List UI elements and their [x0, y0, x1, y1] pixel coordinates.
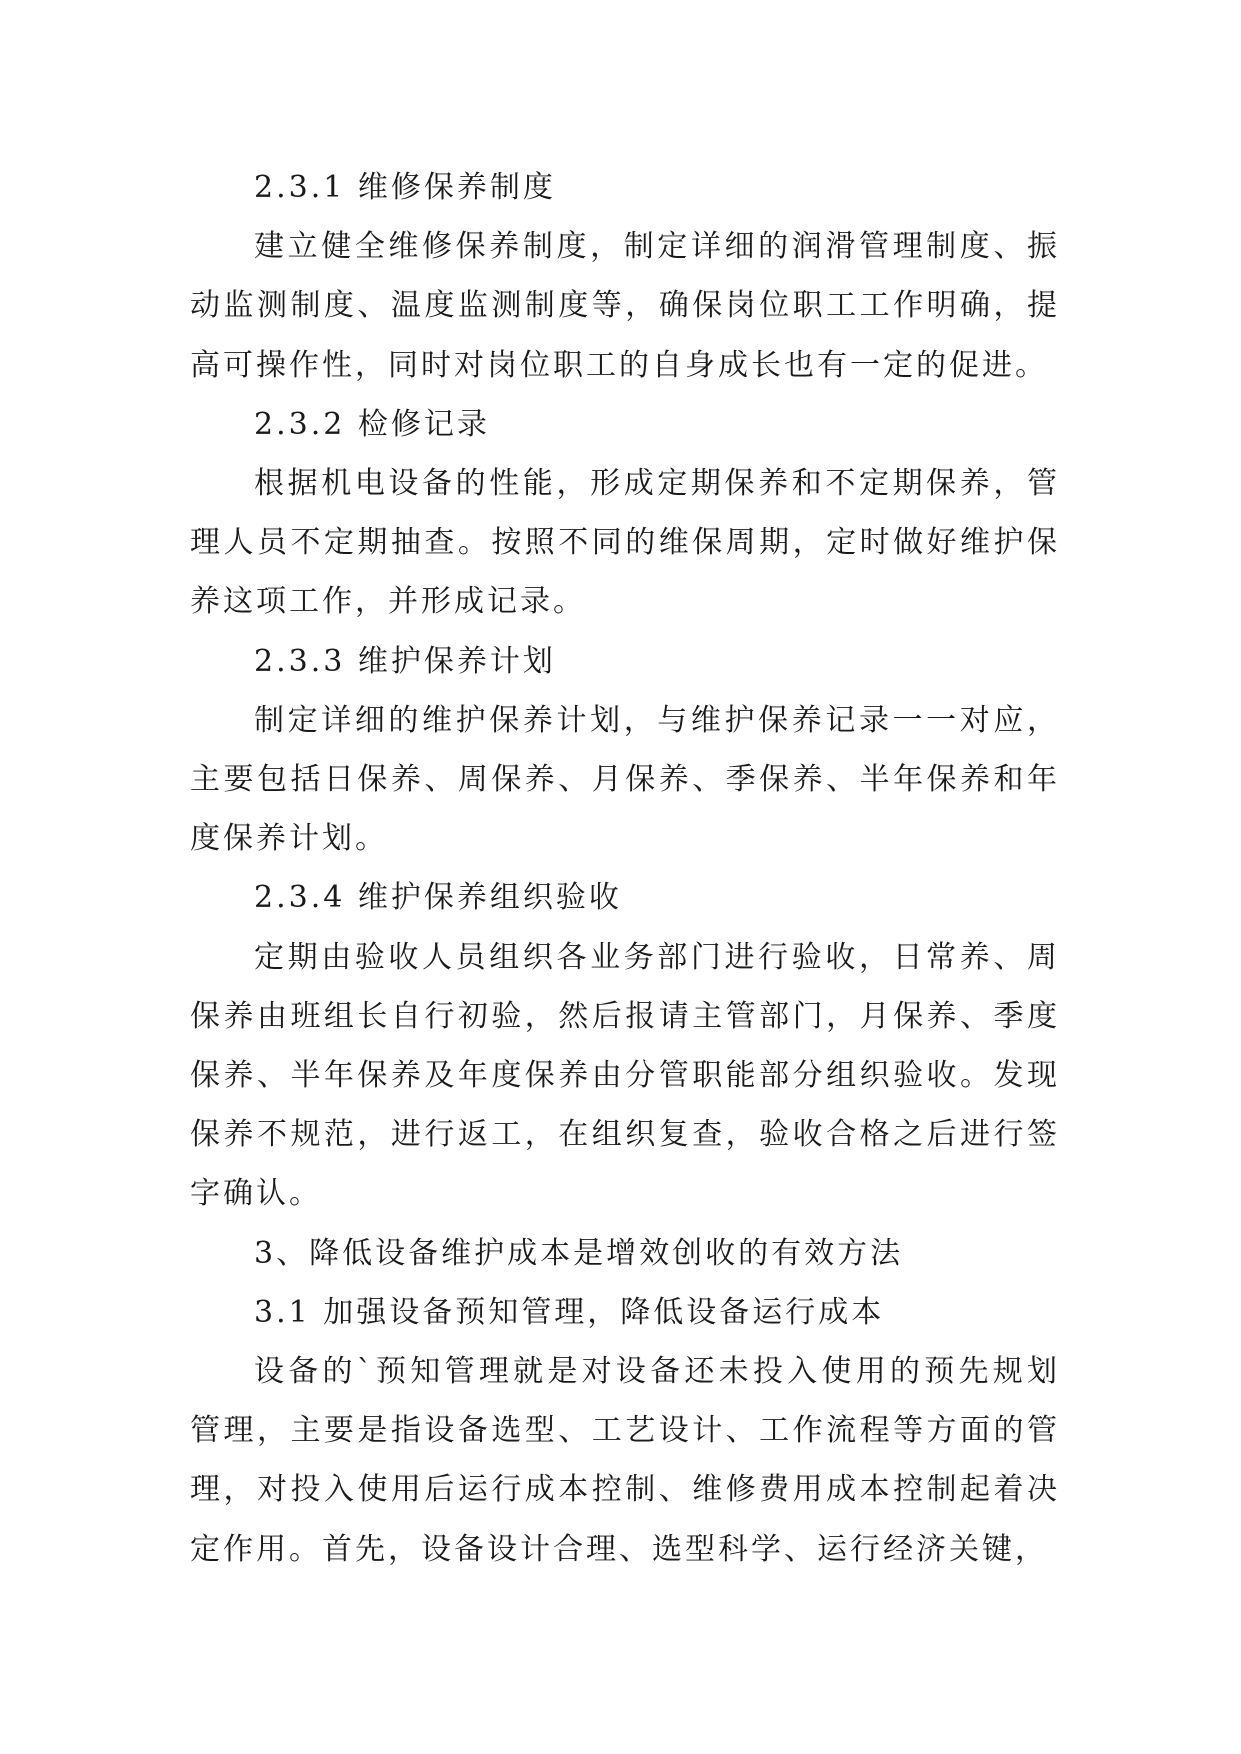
paragraph-maintenance-system: 建立健全维修保养制度，制定详细的润滑管理制度、振动监测制度、温度监测制度等，确保岗位职工工作明确，提高可操作性，同时对岗位职工的自身成长也有一定的促进。 — [190, 229, 1060, 383]
section-heading-2-3-3: 2.3.3 维护保养计划 — [254, 643, 556, 679]
paragraph-maintenance-acceptance: 定期由验收人员组织各业务部门进行验收，日常养、周保养由班组长自行初验，然后报请主管部门，月保养、季度保养、半年保养及年度保养由分管职能部分组织验收。发现保养不规范，进行返工，在组织复查，验收合格之后进行签字确认。 — [190, 939, 1060, 1212]
section-heading-3: 3、降低设备维护成本是增效创收的有效方法 — [254, 1235, 904, 1271]
paragraph-maintenance-records: 根据机电设备的性能，形成定期保养和不定期保养，管理人员不定期抽查。按照不同的维保周期，定时做好维护保养这项工作，并形成记录。 — [190, 466, 1060, 620]
document-body — [190, 158, 1060, 1579]
section-heading-3-1: 3.1 加强设备预知管理，降低设备运行成本 — [254, 1294, 885, 1330]
section-heading-2-3-1: 2.3.1 维修保养制度 — [254, 170, 556, 205]
paragraph-maintenance-plan: 制定详细的维护保养计划，与维护保养记录一一对应，主要包括日保养、周保养、月保养、季保养、半年保养和年度保养计划。 — [190, 702, 1060, 857]
section-heading-2-3-4: 2.3.4 维护保养组织验收 — [254, 880, 622, 916]
section-heading-2-3-2: 2.3.2 检修记录 — [254, 406, 490, 442]
paragraph-predictive-management: 设备的`预知管理就是对设备还未投入使用的预先规划管理，主要是指设备选型、工艺设计、工作流程等方面的管理，对投入使用后运行成本控制、维修费用成本控制起着决定作用。首先，设备设计合理、选型科学、运行经济关键， — [190, 1354, 1060, 1567]
